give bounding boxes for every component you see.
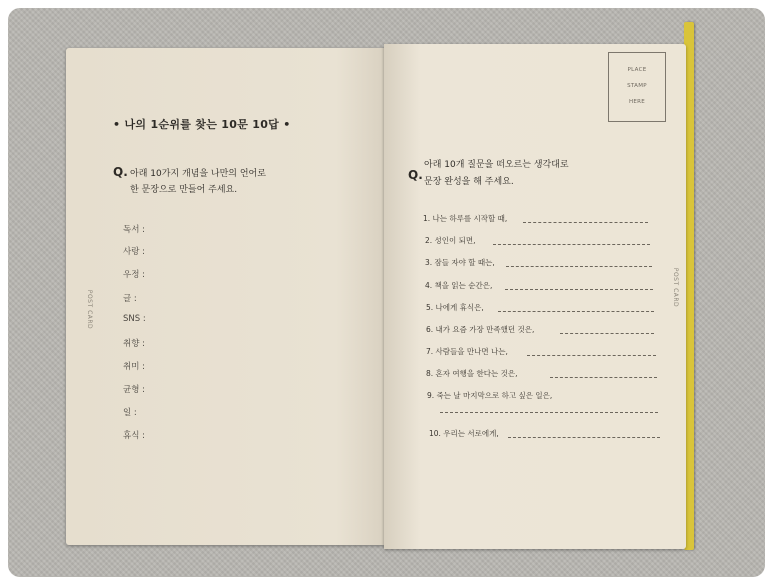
prompt-text: 9. 죽는 날 마지막으로 하고 싶은 일은, [427, 391, 553, 400]
question-text-line2: 문장 완성을 해 주세요. [424, 177, 514, 187]
prompt-text: 8. 혼자 여행을 한다는 것은, [426, 369, 518, 378]
keyword-label: 사랑 : [123, 247, 145, 257]
answer-line[interactable] [498, 311, 654, 312]
keyword-label: 일 : [123, 408, 137, 418]
keyword-label: 독서 : [123, 225, 145, 235]
photo-background [8, 8, 765, 577]
left-page [66, 48, 384, 545]
prompt-text: 6. 내가 요즘 가장 만족했던 것은, [426, 325, 535, 334]
keyword-label: SNS : [123, 314, 146, 324]
prompt-text: 2. 성인이 되면, [425, 236, 476, 245]
question-text-line1: 아래 10개 질문을 떠오르는 생각대로 [424, 160, 569, 170]
prompt-text: 5. 나에게 휴식은, [426, 303, 484, 312]
answer-line[interactable] [523, 222, 648, 223]
question-marker: Q. [408, 168, 423, 182]
stamp-text: STAMP [627, 83, 647, 89]
keyword-label: 취향 : [123, 339, 145, 349]
prompt-text: 1. 나는 하루를 시작할 때, [423, 214, 508, 223]
question-marker: Q. [113, 165, 128, 179]
prompt-text: 4. 책을 읽는 순간은, [425, 281, 493, 290]
side-label-postcard: POST CARD [672, 267, 680, 308]
stamp-text: PLACE [627, 67, 647, 73]
prompt-text: 10. 우리는 서로에게, [429, 429, 499, 438]
answer-line[interactable] [493, 244, 650, 245]
keyword-label: 글 : [123, 294, 137, 304]
answer-line[interactable] [440, 412, 658, 413]
page-title: • 나의 1순위를 찾는 10문 10답 • [113, 118, 291, 131]
keyword-label: 균형 : [123, 385, 145, 395]
stamp-box [608, 52, 666, 122]
answer-line[interactable] [527, 355, 656, 356]
answer-line[interactable] [560, 333, 654, 334]
stamp-text: HERE [628, 99, 646, 105]
question-text-line2: 한 문장으로 만들어 주세요. [130, 185, 238, 195]
answer-line[interactable] [550, 377, 657, 378]
keyword-label: 취미 : [123, 362, 145, 372]
keyword-label: 휴식 : [123, 431, 145, 441]
keyword-label: 우정 : [123, 270, 145, 280]
answer-line[interactable] [506, 266, 652, 267]
prompt-text: 7. 사람들을 만나면 나는, [426, 347, 508, 356]
answer-line[interactable] [508, 437, 660, 438]
answer-line[interactable] [505, 289, 653, 290]
prompt-text: 3. 잠들 자야 할 때는, [425, 258, 495, 267]
side-label-postcard: POST CARD [86, 289, 94, 330]
question-text-line1: 아래 10가지 개념을 나만의 언어로 [130, 169, 266, 179]
